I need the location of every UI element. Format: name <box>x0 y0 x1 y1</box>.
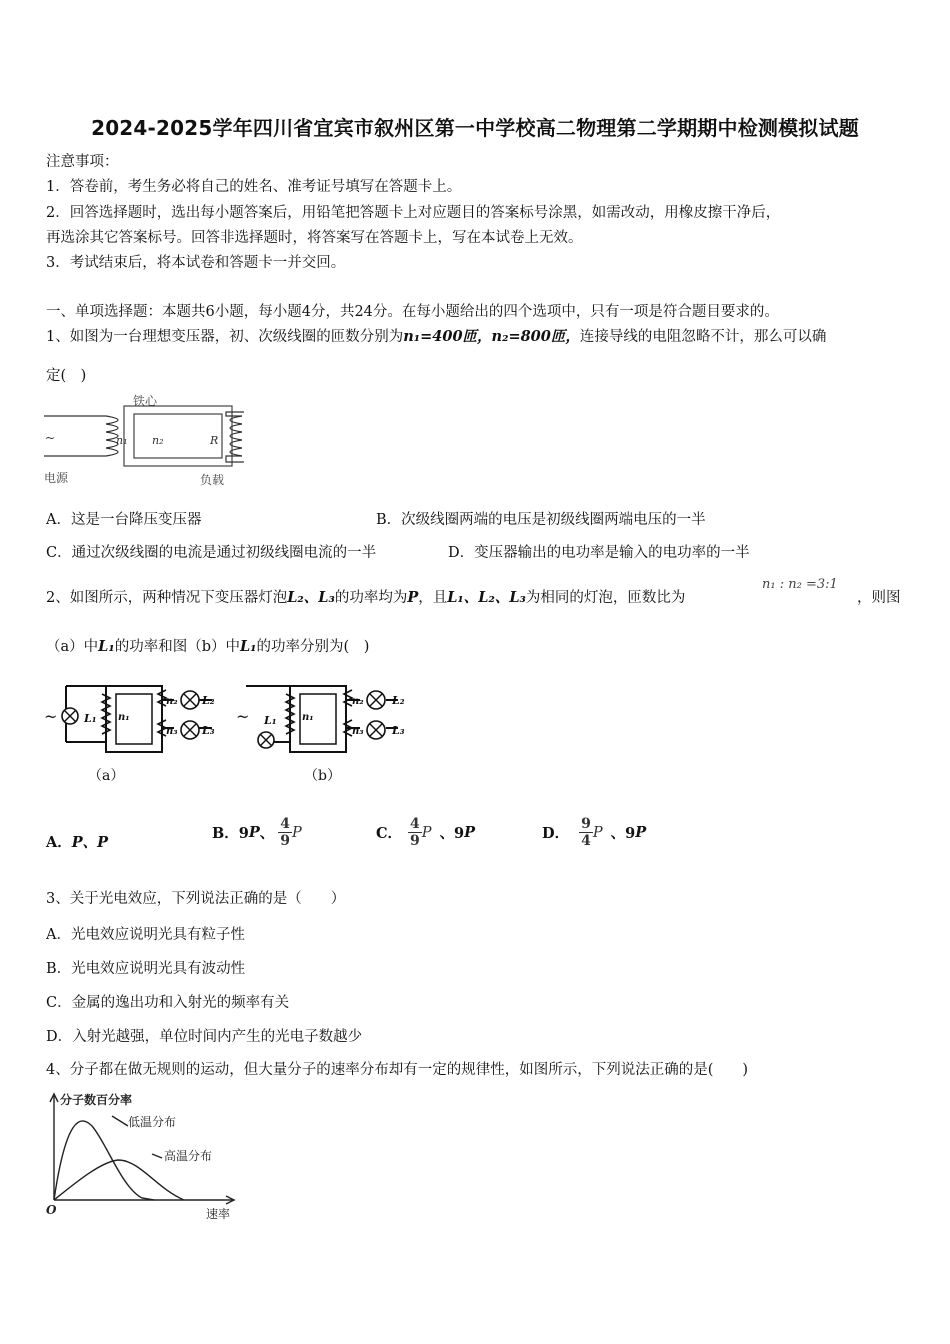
low-temp-label: 低温分布 <box>128 1115 177 1129</box>
high-temp-curve <box>54 1160 184 1200</box>
q2-option-a[interactable]: A．P、P <box>46 834 109 851</box>
lamp-l1-label: L₁ <box>264 714 277 727</box>
notice-item: 再选涂其它答案标号。回答非选择题时，将答案写在答题卡上，写在本试卷上无效。 <box>46 230 583 246</box>
source-label: 电源 <box>44 471 69 485</box>
question-4-stem: 4、分子都在做无规则的运动，但大量分子的速率分布却有一定的规律性，如图所示，下列说法正确的是( ) <box>46 1062 749 1078</box>
q1-option-c[interactable]: C．通过次级线圈的电流是通过初级线圈电流的一半 <box>46 545 377 561</box>
core-label: 铁心 <box>133 394 158 408</box>
n3-label: n₃ <box>166 726 178 737</box>
origin-label: O <box>46 1203 57 1217</box>
y-axis-label: 分子数百分率 <box>60 1093 133 1107</box>
notice-heading: 注意事项： <box>46 154 119 170</box>
lamp-l2-label: L₂ <box>202 694 215 707</box>
notice-item: 1．答卷前，考生务必将自己的姓名、准考证号填写在答题卡上。 <box>46 179 462 195</box>
q2-option-c[interactable]: C． $\frac{4}{9}$ P 、9 P <box>376 816 476 849</box>
question-1-stem-end: 定( ) <box>46 368 87 384</box>
notice-item: 2．回答选择题时，选出每小题答案后，用铅笔把答题卡上对应题目的答案标号涂黑，如需改动，用橡皮擦干净后， <box>46 205 781 221</box>
q1-option-d[interactable]: D．变压器输出的电功率是输入的电功率的一半 <box>448 545 750 561</box>
n3-label: n₃ <box>352 726 364 737</box>
lamp-l1-label: L₁ <box>84 712 97 725</box>
n1-label: n₁ <box>116 434 128 447</box>
n2-label: n₂ <box>166 696 178 707</box>
q3-option-b[interactable]: B．光电效应说明光具有波动性 <box>46 961 246 977</box>
transformer-diagram <box>44 392 244 490</box>
lamp-l2-label: L₂ <box>392 694 405 707</box>
high-temp-label: 高温分布 <box>164 1149 213 1163</box>
x-axis-label: 速率 <box>206 1207 231 1221</box>
section-heading: 一、单项选择题：本题共6小题，每小题4分，共24分。在每小题给出的四个选项中，只有一项是符合题目要求的。 <box>46 304 779 320</box>
n1-label: n₁ <box>302 712 314 723</box>
q1-option-a[interactable]: A．这是一台降压变压器 <box>46 512 202 528</box>
q3-option-c[interactable]: C．金属的逸出功和入射光的频率有关 <box>46 995 290 1011</box>
lamp-l3-label: L₃ <box>202 724 215 737</box>
n2-label: n₂ <box>152 434 164 447</box>
q3-option-d[interactable]: D．入射光越强，单位时间内产生的光电子数越少 <box>46 1029 363 1045</box>
n2-label: n₂ <box>352 696 364 707</box>
load-label: 负载 <box>200 473 225 487</box>
q2-option-b[interactable]: B．9 P 、 $\frac{4}{9}$ P <box>212 816 302 849</box>
notice-item: 3．考试结束后，将本试卷和答题卡一并交回。 <box>46 255 346 271</box>
page-title: 2024-2025学年四川省宜宾市叙州区第一中学校高二物理第二学期期中检测模拟试题 <box>91 116 859 140</box>
q1-option-b[interactable]: B．次级线圈两端的电压是初级线圈两端电压的一半 <box>376 512 706 528</box>
q2-option-d[interactable]: D． $\frac{9}{4}$ P 、9 P <box>542 816 647 849</box>
turns-ratio: n₁ : n₂ =3:1 <box>762 577 838 592</box>
question-2-stem-2: （a）中L₁的功率和图（b）中L₁的功率分别为( ) <box>46 638 370 655</box>
figure-a-caption: （a） <box>88 768 125 784</box>
ac-source-icon: ~ <box>236 707 250 726</box>
question-2-stem: 2、如图所示，两种情况下变压器灯泡L₂、L₃的功率均为P，且L₁、L₂、L₃为相同的灯泡，匝数比为 <box>46 589 686 606</box>
ac-source-icon: ~ <box>45 431 56 445</box>
speed-distribution-graph <box>44 1088 244 1224</box>
resistor-label: R <box>210 434 219 447</box>
circuit-diagram-b <box>236 676 426 788</box>
ac-source-icon: ~ <box>44 707 58 726</box>
n1-label: n₁ <box>118 712 130 723</box>
figure-b-caption: （b） <box>304 768 341 784</box>
question-1-stem: 1、如图为一台理想变压器，初、次级线圈的匝数分别为n₁=400匝，n₂=800匝，连接导线的电阻忽略不计，那么可以确 <box>46 328 827 345</box>
circuit-diagram-a <box>44 676 234 788</box>
question-2-stem-tail: ，则图 <box>857 590 901 606</box>
question-3-stem: 3、关于光电效应，下列说法正确的是（ ） <box>46 891 346 907</box>
lamp-l3-label: L₃ <box>392 724 405 737</box>
q3-option-a[interactable]: A．光电效应说明光具有粒子性 <box>46 927 245 943</box>
